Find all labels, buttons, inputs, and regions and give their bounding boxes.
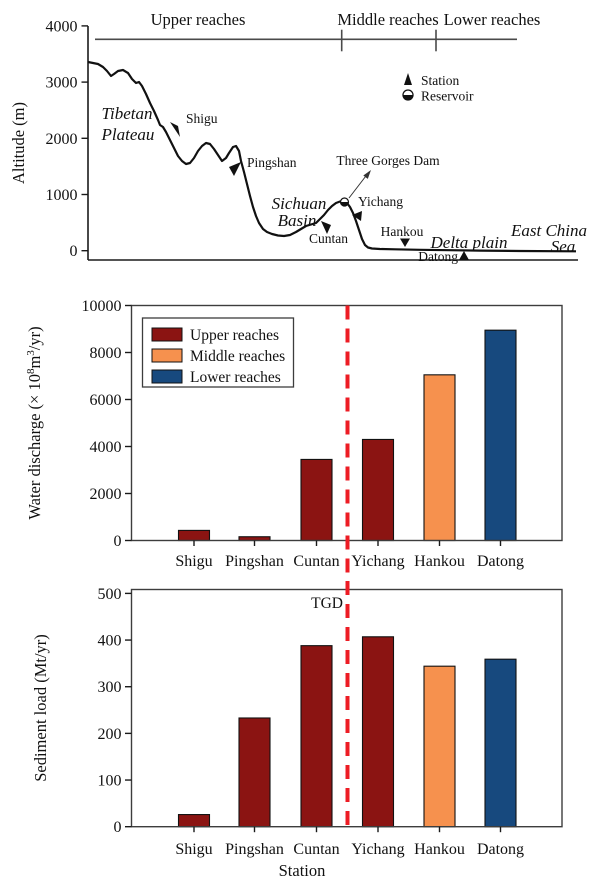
- discharge-y-tick-label: 10000: [81, 298, 122, 315]
- discharge-x-label-shigu: Shigu: [175, 553, 213, 570]
- sediment-bar-hankou: [424, 666, 455, 827]
- sediment-y-tick-label: 200: [97, 725, 122, 743]
- sediment-x-label-datong: Datong: [476, 841, 525, 858]
- profile-y-ticks: [46, 18, 89, 260]
- profile-y-tick-label: 1000: [45, 187, 78, 204]
- elevation-profile-panel: [0, 0, 606, 290]
- water-discharge-chart: [0, 290, 606, 580]
- sichuan-basin-label-line1: Sichuan: [271, 194, 327, 213]
- sediment-bar-pingshan: [239, 718, 270, 827]
- sediment-x-label-hankou: Hankou: [414, 841, 465, 858]
- legend-reservoir-label: Reservoir: [421, 88, 474, 104]
- profile-y-tick-label: 0: [69, 243, 78, 261]
- sediment-y-tick-label: 500: [97, 585, 122, 603]
- station-label-datong: Datong: [418, 249, 458, 264]
- discharge-x-label-datong: Datong: [476, 553, 525, 570]
- station-triangle-icon: [404, 73, 412, 85]
- discharge-y-tick-label: 4000: [89, 439, 122, 456]
- profile-y-axis-title: Altitude (m): [9, 101, 28, 185]
- reservoir-icon: [403, 90, 413, 100]
- discharge-x-label-pingshan: Pingshan: [225, 553, 284, 570]
- discharge-bar-hankou: [424, 375, 455, 541]
- sediment-x-axis-title: Station: [278, 861, 326, 880]
- discharge-y-tick-label: 2000: [89, 486, 122, 503]
- east-china-sea-label-line1: East China: [510, 221, 588, 240]
- profile-stations: [170, 111, 469, 264]
- river-profile-curve: [88, 62, 576, 251]
- profile-y-tick-label: 2000: [45, 130, 78, 148]
- tibetan-plateau-label-line1: Tibetan: [101, 104, 153, 123]
- tibetan-plateau-label-line2: Plateau: [101, 125, 155, 144]
- discharge-x-label-cuntan: Cuntan: [293, 553, 340, 570]
- station-label-yichang: Yichang: [358, 194, 403, 209]
- discharge-y-axis-title: Water discharge (× $10^8m^3/yr$): [25, 326, 44, 520]
- station-label-pingshan: Pingshan: [247, 155, 297, 170]
- sediment-bar-cuntan: [301, 646, 332, 827]
- discharge-x-label-yichang: Yichang: [351, 553, 405, 570]
- sediment-y-ticks: [98, 586, 132, 836]
- discharge-y-ticks: [82, 298, 132, 550]
- station-marker-shigu: [170, 122, 180, 137]
- sediment-y-tick-label: 100: [97, 772, 122, 790]
- tgd-label: TGD: [311, 595, 343, 612]
- station-label-cuntan: Cuntan: [309, 231, 348, 246]
- legend-swatch-middle: [152, 349, 182, 362]
- sediment-bar-yichang: [363, 637, 394, 827]
- sediment-y-tick-label: 400: [97, 632, 122, 650]
- sediment-bar-datong: [485, 659, 516, 827]
- discharge-x-ticks: [175, 541, 524, 571]
- reservoir-marker: [341, 198, 349, 206]
- profile-y-tick-label: 4000: [45, 18, 78, 36]
- sediment-x-label-pingshan: Pingshan: [225, 841, 284, 858]
- discharge-y-tick-label: 6000: [89, 392, 122, 409]
- station-label-hankou: Hankou: [380, 224, 424, 239]
- discharge-y-tick-label: 8000: [89, 345, 122, 362]
- station-marker-hankou: [400, 239, 410, 248]
- three-gorges-dam-label: Three Gorges Dam: [336, 153, 440, 168]
- sediment-x-label-shigu: Shigu: [175, 841, 213, 858]
- discharge-bar-shigu: [179, 530, 210, 540]
- sediment-y-tick-label: 0: [113, 819, 122, 837]
- upper-reaches-label: Upper reaches: [150, 10, 246, 29]
- sediment-bar-shigu: [179, 815, 210, 827]
- discharge-bar-yichang: [363, 439, 394, 540]
- discharge-legend: [143, 318, 294, 387]
- sediment-x-ticks: [175, 827, 524, 858]
- legend-label-upper: Upper reaches: [190, 327, 280, 344]
- legend-swatch-lower: [152, 370, 182, 383]
- discharge-y-tick-label: 0: [113, 533, 122, 550]
- discharge-x-label-hankou: Hankou: [414, 553, 465, 570]
- legend-label-middle: Middle reaches: [190, 348, 286, 365]
- sediment-x-label-yichang: Yichang: [351, 841, 405, 858]
- sediment-y-axis-title: Sediment load (Mt/yr): [31, 634, 50, 782]
- lower-reaches-label: Lower reaches: [443, 10, 541, 29]
- station-marker-datong: [459, 251, 469, 260]
- station-marker-pingshan: [229, 162, 241, 176]
- profile-y-tick-label: 3000: [45, 74, 78, 92]
- legend-swatch-upper: [152, 328, 182, 341]
- discharge-bar-datong: [485, 330, 516, 540]
- sichuan-basin-label-line2: Basin: [277, 211, 317, 230]
- middle-reaches-label: Middle reaches: [337, 10, 439, 29]
- discharge-bar-cuntan: [301, 459, 332, 540]
- legend-label-lower: Lower reaches: [190, 369, 281, 386]
- east-china-sea-label-line2: Sea: [550, 237, 576, 256]
- sediment-y-tick-label: 300: [97, 679, 122, 697]
- sediment-load-chart: [0, 580, 606, 884]
- legend-station-label: Station: [421, 73, 460, 88]
- sediment-x-label-cuntan: Cuntan: [293, 841, 340, 858]
- delta-plain-label: Delta plain: [430, 233, 508, 252]
- station-label-shigu: Shigu: [186, 111, 218, 126]
